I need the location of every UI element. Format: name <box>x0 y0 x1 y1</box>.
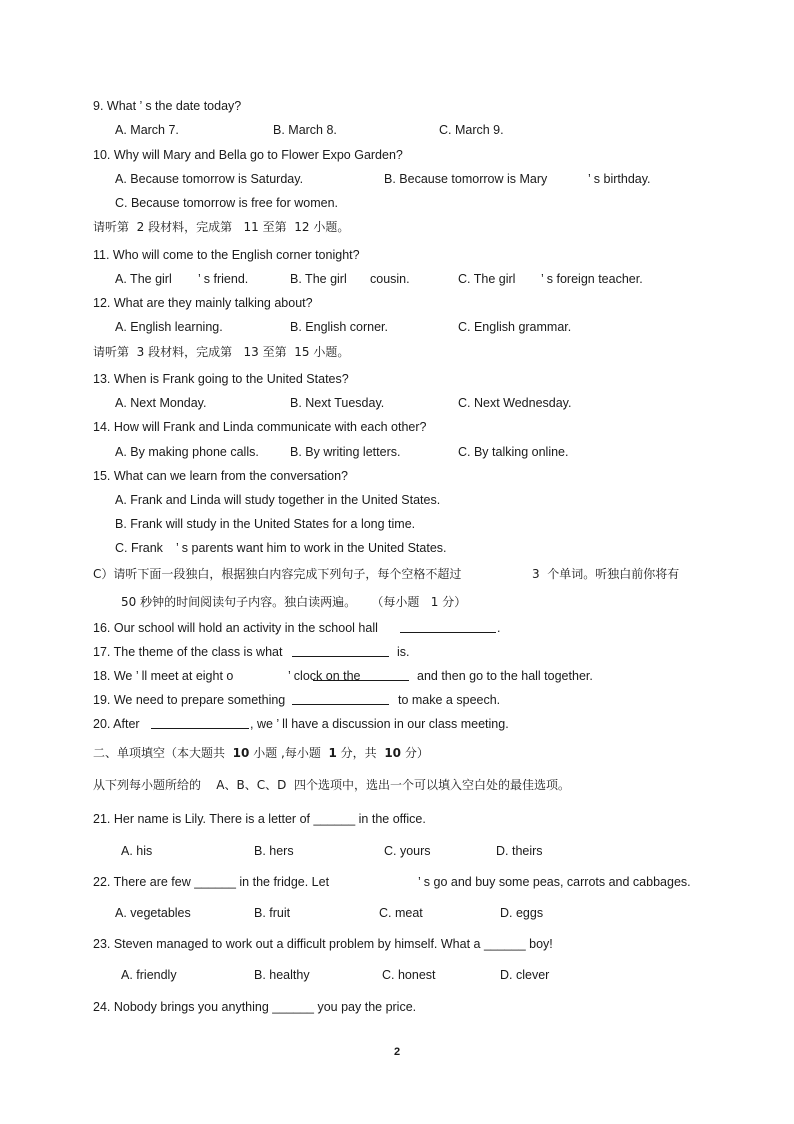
q22-option-c: C. meat <box>379 906 423 920</box>
q18-text-b: ’ clock on the <box>288 669 361 683</box>
q23-option-c: C. honest <box>382 968 436 982</box>
q20-answer-blank[interactable] <box>151 716 249 733</box>
part2-heading: 二、单项填空（本大题共 10 小题 ,每小题 1 分，共 10 分） <box>93 746 429 760</box>
q18-answer-blank[interactable] <box>313 668 409 685</box>
q22-option-a: A. vegetables <box>115 906 191 920</box>
q23-stem: 23. Steven managed to work out a difficult problem by himself. What a ______ boy! <box>93 937 553 951</box>
partc-instruction-line1: C）请听下面一段独白，根据独白内容完成下列句子，每个空格不超过 <box>93 567 462 581</box>
q17-answer-blank[interactable] <box>292 644 389 661</box>
q22-stem: 22. There are few ______ in the fridge. Let <box>93 875 330 889</box>
q22-stem-tail: ’ s go and buy some peas, carrots and cabbages. <box>418 875 691 889</box>
q10-option-b-tail: ’ s birthday. <box>588 172 651 186</box>
q15-option-c-tail: ’ s parents want him to work in the United States. <box>176 541 447 555</box>
q11-stem: 11. Who will come to the English corner tonight? <box>93 248 360 262</box>
partc-instruction-line1-tail: 3 个单词。听独白前你将有 <box>532 567 680 581</box>
q11-option-c-tail: ’ s foreign teacher. <box>541 272 643 286</box>
q15-option-a: A. Frank and Linda will study together in the United States. <box>115 493 441 507</box>
q20-text-a: 20. After <box>93 717 140 731</box>
part2-instruction: 从下列每小题所给的 A、B、C、D 四个选项中，选出一个可以填入空白处的最佳选项。 <box>93 778 570 792</box>
q14-option-a: A. By making phone calls. <box>115 445 259 459</box>
q19-end: to make a speech. <box>398 693 501 707</box>
q15-option-c: C. Frank <box>115 541 163 555</box>
q21-stem: 21. Her name is Lily. There is a letter of ______ in the office. <box>93 812 426 826</box>
q18-text-a: 18. We ’ ll meet at eight o <box>93 669 234 683</box>
q11-option-a: A. The girl <box>115 272 172 286</box>
q20-text-b: , we ’ ll have a discussion in our class meeting. <box>250 717 509 731</box>
q13-option-c: C. Next Wednesday. <box>458 396 572 410</box>
q11-option-b-tail: cousin. <box>370 272 410 286</box>
q17-text: 17. The theme of the class is what <box>93 645 283 659</box>
q10-option-a: A. Because tomorrow is Saturday. <box>115 172 304 186</box>
q10-stem: 10. Why will Mary and Bella go to Flower Expo Garden? <box>93 148 403 162</box>
q9-option-b: B. March 8. <box>273 123 337 137</box>
q14-option-b: B. By writing letters. <box>290 445 401 459</box>
q18-text-c: and then go to the hall together. <box>417 669 593 683</box>
q15-stem: 15. What can we learn from the conversation? <box>93 469 348 483</box>
q19-text: 19. We need to prepare something <box>93 693 286 707</box>
q19-answer-blank[interactable] <box>292 692 389 709</box>
q17-end: is. <box>397 645 410 659</box>
q16-end: . <box>497 621 501 635</box>
q22-option-b: B. fruit <box>254 906 291 920</box>
q12-option-a: A. English learning. <box>115 320 223 334</box>
q21-option-c: C. yours <box>384 844 431 858</box>
q24-stem: 24. Nobody brings you anything ______ you pay the price. <box>93 1000 417 1014</box>
q11-option-a-tail: ’ s friend. <box>198 272 249 286</box>
q12-option-b: B. English corner. <box>290 320 388 334</box>
q23-option-d: D. clever <box>500 968 550 982</box>
q21-option-b: B. hers <box>254 844 294 858</box>
q16-answer-blank[interactable] <box>400 620 496 637</box>
q9-option-c: C. March 9. <box>439 123 504 137</box>
q16-text: 16. Our school will hold an activity in the school hall <box>93 621 378 635</box>
partc-instruction-line2: 50 秒钟的时间阅读句子内容。独白读两遍。 （每小题 1 分） <box>121 595 467 609</box>
q10-option-c: C. Because tomorrow is free for women. <box>115 196 338 210</box>
section3-instruction: 请听第 3 段材料，完成第 13 至第 15 小题。 <box>93 345 350 359</box>
section2-instruction: 请听第 2 段材料，完成第 11 至第 12 小题。 <box>93 220 350 234</box>
q13-option-b: B. Next Tuesday. <box>290 396 385 410</box>
q21-option-a: A. his <box>121 844 153 858</box>
q22-option-d: D. eggs <box>500 906 544 920</box>
q13-stem: 13. When is Frank going to the United States? <box>93 372 349 386</box>
q23-option-b: B. healthy <box>254 968 310 982</box>
q12-stem: 12. What are they mainly talking about? <box>93 296 313 310</box>
q13-option-a: A. Next Monday. <box>115 396 207 410</box>
q12-option-c: C. English grammar. <box>458 320 572 334</box>
q11-option-b: B. The girl <box>290 272 347 286</box>
q21-option-d: D. theirs <box>496 844 543 858</box>
page-number: 2 <box>393 1046 401 1058</box>
q23-option-a: A. friendly <box>121 968 177 982</box>
q11-option-c: C. The girl <box>458 272 516 286</box>
q14-stem: 14. How will Frank and Linda communicate with each other? <box>93 420 427 434</box>
q15-option-b: B. Frank will study in the United States for a long time. <box>115 517 416 531</box>
q14-option-c: C. By talking online. <box>458 445 569 459</box>
q10-option-b: B. Because tomorrow is Mary <box>384 172 548 186</box>
q9-option-a: A. March 7. <box>115 123 179 137</box>
q9-stem: 9. What ’ s the date today? <box>93 99 242 113</box>
